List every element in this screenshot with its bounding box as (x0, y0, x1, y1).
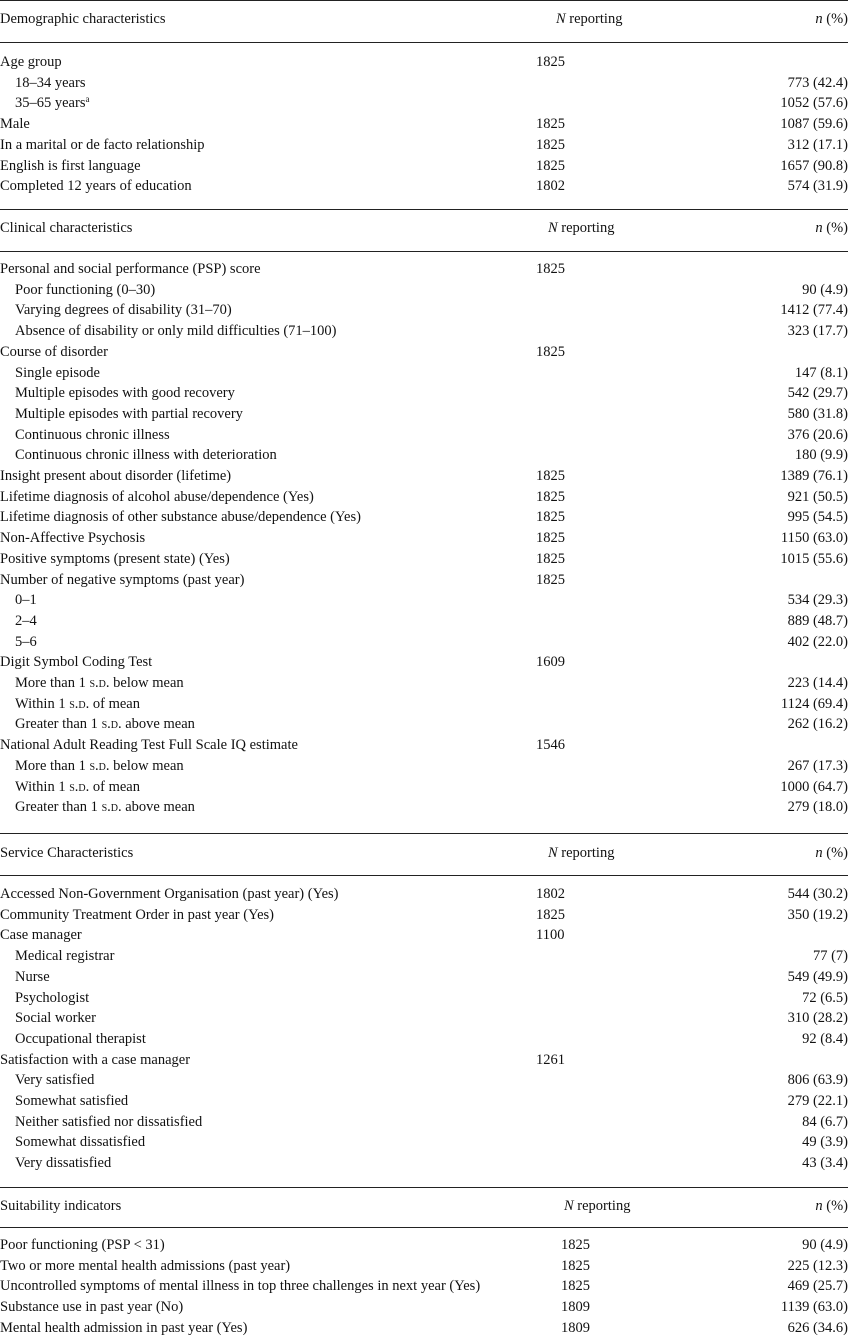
n-reporting-text: reporting (565, 11, 623, 27)
row-label (0, 884, 339, 905)
row-label (0, 342, 108, 363)
n-reporting-cell: 1825 (536, 136, 565, 153)
n-symbol: N (548, 220, 558, 236)
row-label (0, 176, 192, 197)
section-header-rule (0, 875, 848, 876)
label-part: Within 1 (15, 695, 70, 712)
section-top-rule (0, 0, 848, 1)
label-text: Absence of disability or only mild difficulties (71–100) (15, 323, 337, 340)
n-reporting-cell: 1825 (561, 1237, 590, 1253)
count-percent-cell: 1124 (69.4) (780, 695, 848, 712)
section-top-rule (0, 833, 848, 834)
row-label (15, 1112, 202, 1133)
table-row (0, 52, 848, 73)
row-label (15, 425, 170, 446)
n-reporting-cell: 1825 (536, 116, 565, 133)
row-label (15, 93, 89, 114)
n-symbol: N (564, 1198, 574, 1214)
n-reporting-header (548, 843, 614, 863)
label-text: Personal and social performance (PSP) score (0, 261, 261, 277)
section-top-rule (0, 1187, 848, 1188)
n-reporting-cell: 1546 (536, 737, 565, 754)
n-reporting-cell: 1825 (536, 550, 565, 567)
count-percent-cell: 580 (31.8) (787, 405, 848, 422)
row-label (15, 300, 232, 321)
row-label (0, 570, 244, 591)
table-row (0, 1008, 848, 1029)
percent-header (815, 9, 848, 29)
label-part: More than 1 (15, 675, 90, 691)
row-label (0, 1276, 480, 1297)
n-symbol: N (556, 11, 566, 27)
label-part: Greater than 1 (15, 799, 102, 816)
count-percent-cell: 1015 (55.6) (780, 550, 848, 567)
count-percent-cell: 279 (22.1) (787, 1093, 848, 1109)
table-row (0, 673, 848, 694)
row-label (15, 404, 243, 425)
count-percent-cell: 310 (28.2) (787, 1010, 848, 1027)
label-text: Very dissatisfied (15, 1155, 112, 1172)
row-label (15, 946, 114, 967)
count-percent-cell: 77 (7) (812, 948, 848, 965)
row-label (0, 1256, 290, 1277)
count-percent-cell: 921 (50.5) (787, 488, 848, 505)
n-reporting-cell: 1825 (536, 571, 565, 588)
label-text: Mental health admission in past year (Yes) (0, 1319, 248, 1336)
table-row (0, 1112, 848, 1133)
label-text: Multiple episodes with good recovery (15, 385, 235, 402)
row-label (15, 611, 37, 632)
section-header (0, 218, 848, 238)
count-percent-cell: 1087 (59.6) (780, 116, 848, 133)
label-text: Age group (0, 54, 62, 70)
section-header (0, 1196, 848, 1216)
table-row (0, 114, 848, 135)
count-percent-cell: 542 (29.7) (787, 385, 848, 402)
row-label (15, 383, 235, 404)
row-label (15, 1029, 146, 1050)
row-label (15, 673, 184, 694)
table-row (0, 756, 848, 777)
label-text: Digit Symbol Coding Test (0, 654, 153, 671)
count-percent-cell: 995 (54.5) (787, 509, 848, 526)
count-percent-cell: 544 (30.2) (787, 886, 848, 902)
label-text: Social worker (15, 1010, 96, 1027)
n-symbol: N (548, 845, 558, 861)
n-reporting-cell: 1802 (536, 886, 565, 902)
label-text: Completed 12 years of education (0, 178, 192, 195)
n-symbol: n (815, 11, 823, 27)
count-percent-cell: 84 (6.7) (802, 1113, 848, 1130)
count-percent-cell: 402 (22.0) (787, 633, 848, 650)
section-header-rule (0, 251, 848, 252)
n-reporting-cell: 1100 (536, 927, 565, 944)
table-row (0, 363, 848, 384)
row-label (15, 632, 37, 653)
table-row (0, 1029, 848, 1050)
table-row (0, 884, 848, 905)
table-row (0, 93, 848, 114)
row-label (15, 967, 50, 988)
n-reporting-cell: 1825 (536, 54, 565, 70)
label-part: below mean (109, 675, 184, 691)
table-row (0, 280, 848, 301)
label-text: 2–4 (15, 612, 37, 629)
table-row (0, 611, 848, 632)
label-text: Case manager (0, 927, 82, 944)
table-row (0, 1297, 848, 1318)
table-row (0, 694, 848, 715)
sd-abbrev: s.d. (69, 695, 90, 712)
count-percent-cell: 90 (4.9) (802, 1237, 848, 1253)
section-header-rule (0, 1227, 848, 1228)
n-reporting-cell: 1809 (561, 1319, 590, 1336)
n-reporting-cell: 1809 (561, 1299, 590, 1316)
table-row (0, 1276, 848, 1297)
label-text: Medical registrar (15, 948, 115, 965)
row-label (15, 777, 140, 798)
percent-header (815, 218, 848, 238)
count-percent-cell: 49 (3.9) (802, 1134, 848, 1151)
sd-abbrev: s.d. (101, 716, 122, 733)
label-text: Multiple episodes with partial recovery (15, 405, 243, 422)
row-label (15, 73, 85, 94)
n-reporting-text: reporting (557, 220, 615, 236)
section-header (0, 843, 848, 863)
table-row (0, 777, 848, 798)
row-label (15, 797, 195, 818)
count-percent-cell: 1389 (76.1) (780, 468, 848, 484)
row-label (0, 135, 205, 156)
table-row (0, 1318, 848, 1339)
table-row (0, 1132, 848, 1153)
label-text: Nurse (15, 968, 50, 985)
label-part: above mean (121, 799, 195, 816)
percent-text: (%) (822, 845, 848, 861)
count-percent-cell: 43 (3.4) (802, 1155, 848, 1172)
label-text: Poor functioning (PSP < 31) (0, 1237, 165, 1253)
table-row (0, 714, 848, 735)
label-text: Very satisfied (15, 1072, 95, 1089)
count-percent-cell: 1657 (90.8) (780, 157, 848, 174)
label-text: Satisfaction with a case manager (0, 1051, 191, 1068)
sd-abbrev: s.d. (101, 799, 122, 816)
label-text: Occupational therapist (15, 1030, 146, 1047)
count-percent-cell: 180 (9.9) (794, 447, 848, 464)
row-label (0, 652, 152, 673)
count-percent-cell: 262 (16.2) (787, 716, 848, 733)
section-title: Demographic characteristics (0, 11, 166, 27)
row-label (0, 156, 141, 177)
label-text: Community Treatment Order in past year (Yes) (0, 906, 274, 923)
row-label (0, 466, 231, 487)
table-row (0, 1256, 848, 1277)
label-text: Lifetime diagnosis of other substance abuse/dependence (Yes) (0, 509, 361, 526)
percent-text: (%) (822, 11, 848, 27)
label-part: Within 1 (15, 778, 70, 795)
sd-abbrev: s.d. (89, 757, 110, 774)
label-text: 18–34 years (15, 74, 86, 91)
count-percent-cell: 806 (63.9) (787, 1072, 848, 1089)
row-label (0, 507, 361, 528)
footnote-marker: a (85, 94, 90, 105)
section-title: Suitability indicators (0, 1198, 122, 1214)
row-label (15, 756, 184, 777)
count-percent-cell: 1150 (63.0) (780, 530, 848, 547)
label-part: of mean (89, 778, 140, 795)
count-percent-cell: 1052 (57.6) (780, 95, 848, 112)
label-text: English is first language (0, 157, 141, 174)
row-label (0, 487, 314, 508)
label-text: Non-Affective Psychosis (0, 530, 146, 547)
row-label (0, 905, 274, 926)
table-row (0, 507, 848, 528)
label-text: Two or more mental health admissions (past year) (0, 1257, 291, 1274)
label-text: Number of negative symptoms (past year) (0, 571, 245, 588)
table-row (0, 135, 848, 156)
row-label (0, 1050, 190, 1071)
row-label (0, 114, 30, 135)
table-row (0, 988, 848, 1009)
row-label (15, 988, 89, 1009)
row-label (15, 445, 277, 466)
row-label (0, 1235, 165, 1256)
row-label (15, 590, 37, 611)
table-row (0, 590, 848, 611)
table-row (0, 1050, 848, 1071)
n-reporting-text: reporting (557, 845, 615, 861)
n-symbol: n (815, 220, 823, 236)
row-label (15, 280, 155, 301)
row-label (15, 1132, 145, 1153)
n-reporting-header (548, 218, 614, 238)
n-reporting-header (556, 9, 622, 29)
label-text: Poor functioning (0–30) (15, 281, 156, 298)
n-reporting-cell: 1825 (536, 509, 565, 526)
section-header (0, 9, 848, 29)
row-label (0, 735, 298, 756)
row-label (0, 925, 82, 946)
table-row (0, 73, 848, 94)
table-row (0, 300, 848, 321)
sd-abbrev: s.d. (69, 778, 90, 795)
table-row (0, 549, 848, 570)
sd-abbrev: s.d. (89, 675, 110, 691)
n-reporting-header (564, 1196, 630, 1216)
count-percent-cell: 72 (6.5) (802, 989, 848, 1006)
table-row (0, 652, 848, 673)
n-symbol: n (815, 845, 823, 861)
label-text: Continuous chronic illness with deterioration (15, 447, 277, 464)
count-percent-cell: 323 (17.7) (787, 323, 848, 340)
section-title: Service Characteristics (0, 845, 134, 861)
n-reporting-cell: 1825 (536, 906, 565, 923)
row-label (15, 1008, 96, 1029)
count-percent-cell: 225 (12.3) (787, 1257, 848, 1274)
label-part: below mean (109, 757, 184, 774)
count-percent-cell: 1000 (64.7) (780, 778, 848, 795)
count-percent-cell: 574 (31.9) (787, 178, 848, 195)
label-text: Accessed Non-Government Organisation (past year) (Yes) (0, 886, 339, 902)
count-percent-cell: 1412 (77.4) (780, 302, 848, 319)
percent-header (815, 843, 848, 863)
table-row (0, 570, 848, 591)
count-percent-cell: 376 (20.6) (787, 426, 848, 443)
row-label (15, 694, 140, 715)
n-reporting-cell: 1802 (536, 178, 565, 195)
label-text: Substance use in past year (No) (0, 1299, 184, 1316)
count-percent-cell: 469 (25.7) (787, 1278, 848, 1295)
count-percent-cell: 267 (17.3) (787, 757, 848, 774)
n-reporting-cell: 1825 (536, 488, 565, 505)
table-row (0, 321, 848, 342)
table-row (0, 176, 848, 197)
n-reporting-cell: 1261 (536, 1051, 565, 1068)
count-percent-cell: 549 (49.9) (787, 968, 848, 985)
label-text: Somewhat dissatisfied (15, 1134, 146, 1151)
row-label (15, 363, 100, 384)
label-text: 35–65 years (15, 95, 86, 112)
section-top-rule (0, 209, 848, 210)
count-percent-cell: 279 (18.0) (787, 799, 848, 816)
row-label (0, 528, 145, 549)
n-reporting-cell: 1825 (536, 261, 565, 277)
table-row (0, 383, 848, 404)
n-reporting-cell: 1825 (536, 343, 565, 360)
label-text: Uncontrolled symptoms of mental illness in top three challenges in next year (Yes) (0, 1278, 481, 1295)
n-reporting-cell: 1825 (536, 468, 565, 484)
table-row (0, 487, 848, 508)
count-percent-cell: 312 (17.1) (787, 136, 848, 153)
table-row (0, 632, 848, 653)
table-row (0, 1070, 848, 1091)
table-row (0, 797, 848, 818)
label-text: 0–1 (15, 592, 37, 609)
table-row (0, 967, 848, 988)
label-text: Course of disorder (0, 343, 108, 360)
n-reporting-cell: 1825 (561, 1278, 590, 1295)
count-percent-cell: 773 (42.4) (787, 74, 848, 91)
count-percent-cell: 534 (29.3) (787, 592, 848, 609)
table-row (0, 1153, 848, 1174)
row-label (15, 321, 337, 342)
label-text: Lifetime diagnosis of alcohol abuse/dependence (Yes) (0, 488, 314, 505)
n-symbol: n (815, 1198, 823, 1214)
label-text: Single episode (15, 364, 100, 381)
row-label (15, 714, 195, 735)
count-percent-cell: 626 (34.6) (787, 1319, 848, 1336)
section-header-rule (0, 42, 848, 43)
label-text: National Adult Reading Test Full Scale IQ estimate (0, 737, 298, 754)
percent-text: (%) (822, 1198, 848, 1214)
n-reporting-cell: 1825 (561, 1257, 590, 1274)
label-text: Male (0, 116, 30, 133)
label-text: Insight present about disorder (lifetime) (0, 468, 232, 484)
label-text: Continuous chronic illness (15, 426, 170, 443)
row-label (15, 1091, 128, 1112)
row-label (0, 52, 62, 73)
count-percent-cell: 350 (19.2) (787, 906, 848, 923)
table-row (0, 925, 848, 946)
table-row (0, 259, 848, 280)
count-percent-cell: 92 (8.4) (802, 1030, 848, 1047)
row-label (0, 549, 230, 570)
label-text: Somewhat satisfied (15, 1093, 129, 1109)
n-reporting-cell: 1825 (536, 530, 565, 547)
count-percent-cell: 147 (8.1) (794, 364, 848, 381)
label-part: More than 1 (15, 757, 90, 774)
count-percent-cell: 223 (14.4) (787, 675, 848, 691)
row-label (0, 259, 261, 280)
n-reporting-text: reporting (573, 1198, 631, 1214)
row-label (15, 1070, 94, 1091)
row-label (15, 1153, 111, 1174)
table-row (0, 156, 848, 177)
table-row (0, 342, 848, 363)
row-label (0, 1297, 183, 1318)
percent-text: (%) (822, 220, 848, 236)
label-text: Psychologist (15, 989, 90, 1006)
table-row (0, 528, 848, 549)
label-part: Greater than 1 (15, 716, 102, 733)
label-text: Varying degrees of disability (31–70) (15, 302, 232, 319)
table-row (0, 404, 848, 425)
table-row (0, 1235, 848, 1256)
table-row (0, 735, 848, 756)
table-row (0, 1091, 848, 1112)
row-label (0, 1318, 247, 1339)
label-text: Positive symptoms (present state) (Yes) (0, 550, 230, 567)
count-percent-cell: 1139 (63.0) (780, 1299, 848, 1316)
label-text: Neither satisfied nor dissatisfied (15, 1113, 203, 1130)
label-part: above mean (121, 716, 195, 733)
section-title: Clinical characteristics (0, 220, 133, 236)
table-row (0, 905, 848, 926)
label-text: 5–6 (15, 633, 37, 650)
table-row (0, 946, 848, 967)
count-percent-cell: 90 (4.9) (802, 281, 848, 298)
count-percent-cell: 889 (48.7) (787, 612, 848, 629)
label-text: In a marital or de facto relationship (0, 136, 205, 153)
table-row (0, 466, 848, 487)
table-row (0, 425, 848, 446)
n-reporting-cell: 1825 (536, 157, 565, 174)
n-reporting-cell: 1609 (536, 654, 565, 671)
percent-header (815, 1196, 848, 1216)
label-part: of mean (89, 695, 140, 712)
table-row (0, 445, 848, 466)
